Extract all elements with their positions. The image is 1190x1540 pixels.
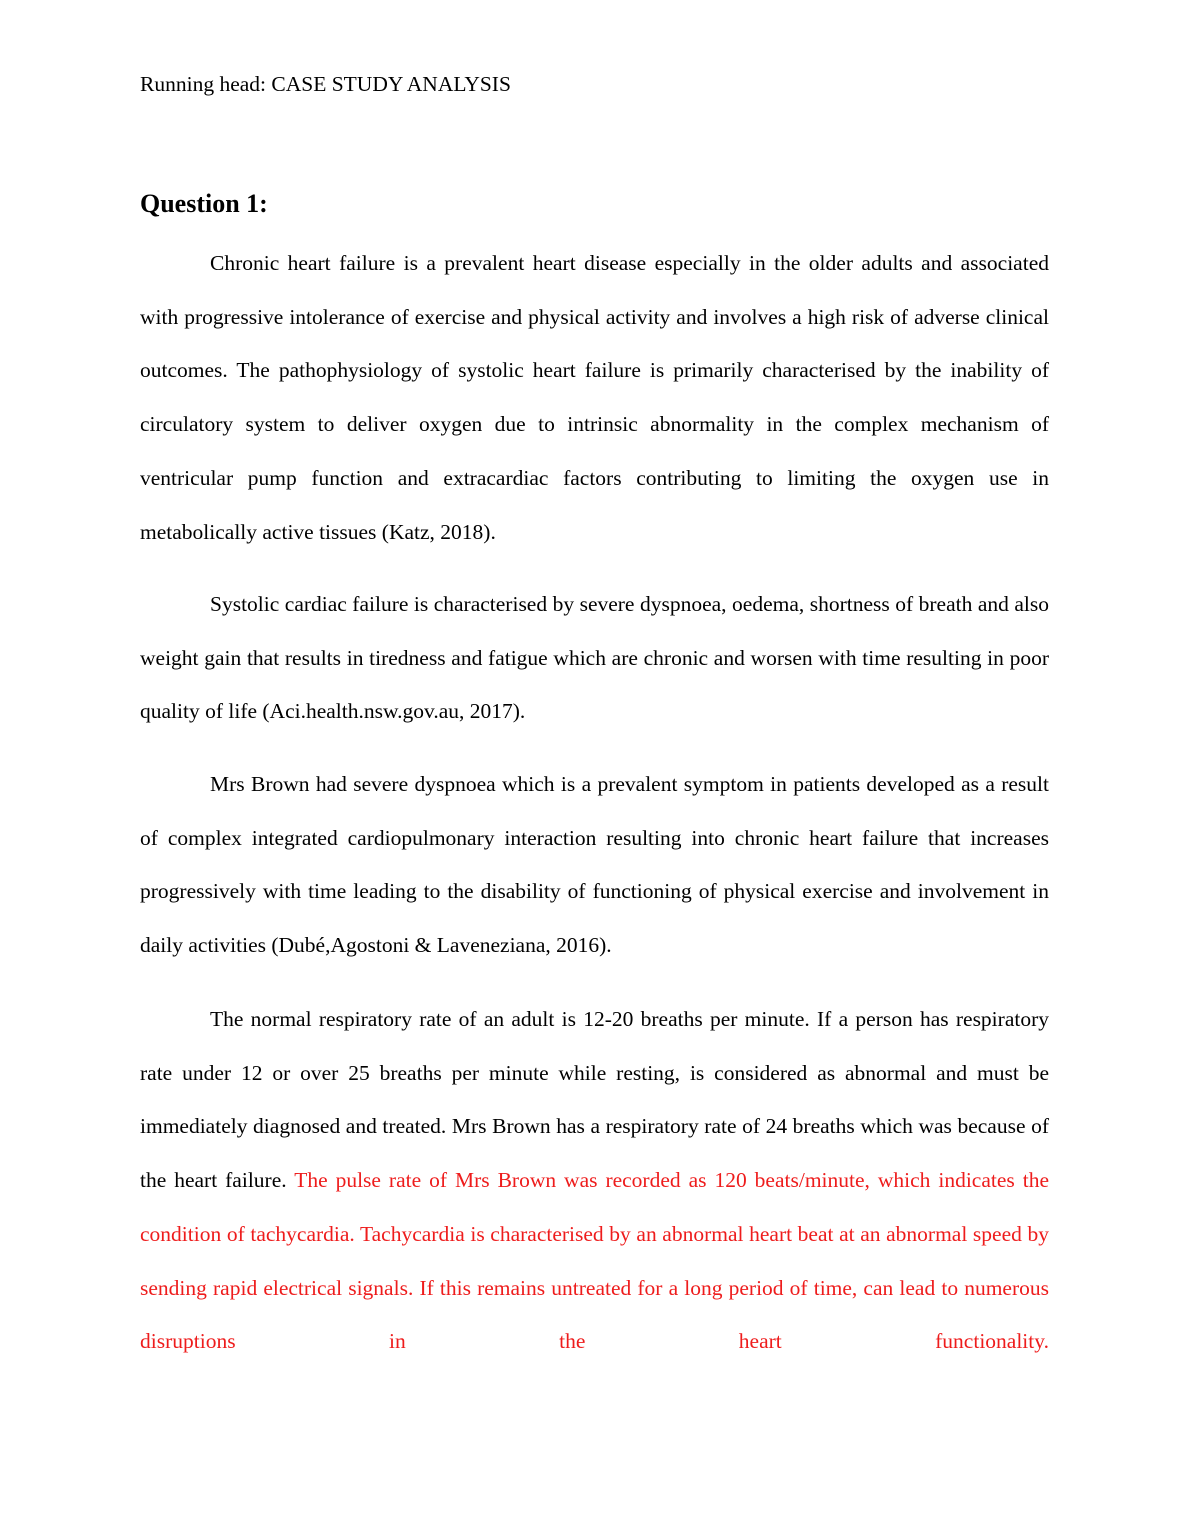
paragraph-systolic-symptoms: Systolic cardiac failure is characterised by severe dyspnoea, oedema, shortness of breath and also weight gain that results in tiredness and fatigue which are chronic and worsen with time resulting in poor quality of life (Aci.health.nsw.gov.au, 2017). <box>140 592 1049 724</box>
section-heading: Question 1: <box>140 189 268 218</box>
respiratory-rate-text: The normal respiratory rate of an adult is 12-20 breaths per minute. If a person has respiratory rate under 12 or over 25 breaths per minute while resting, is considered as abnormal and must be immediately diagnosed and treated. Mrs Brown has a respiratory rate of 24 breaths which was because of the heart failure. <box>140 1007 1049 1193</box>
paragraph-chronic-heart-failure: Chronic heart failure is a prevalent heart disease especially in the older adults and associated with progressive intolerance of exercise and physical activity and involves a high risk of adverse clinical outcomes. The pathophysiology of systolic heart failure is primarily characterised by the inability of circulatory system to deliver oxygen due to intrinsic abnormality in the complex mechanism of ventricular pump function and extracardiac factors contributing to limiting the oxygen use in metabolically active tissues (Katz, 2018). <box>140 251 1049 544</box>
paragraph-respiratory-rate <box>140 993 1049 1369</box>
highlighted-pulse-rate-text: The pulse rate of Mrs Brown was recorded as 120 beats/minute, which indicates the condition of tachycardia. Tachycardia is characterised by an abnormal heart beat at an abnormal speed by sending rapid electrical signals. If this remains untreated for a long period of time, can lead to numerous disruptions in the heart functionality. <box>140 1168 1049 1354</box>
paragraph-dyspnoea: Mrs Brown had severe dyspnoea which is a prevalent symptom in patients developed as a result of complex integrated cardiopulmonary interaction resulting into chronic heart failure that increases progressively with time leading to the disability of functioning of physical exercise and involvement in daily activities (Dubé,Agostoni & Laveneziana, 2016). <box>140 772 1049 958</box>
running-head: Running head: CASE STUDY ANALYSIS <box>140 72 511 96</box>
